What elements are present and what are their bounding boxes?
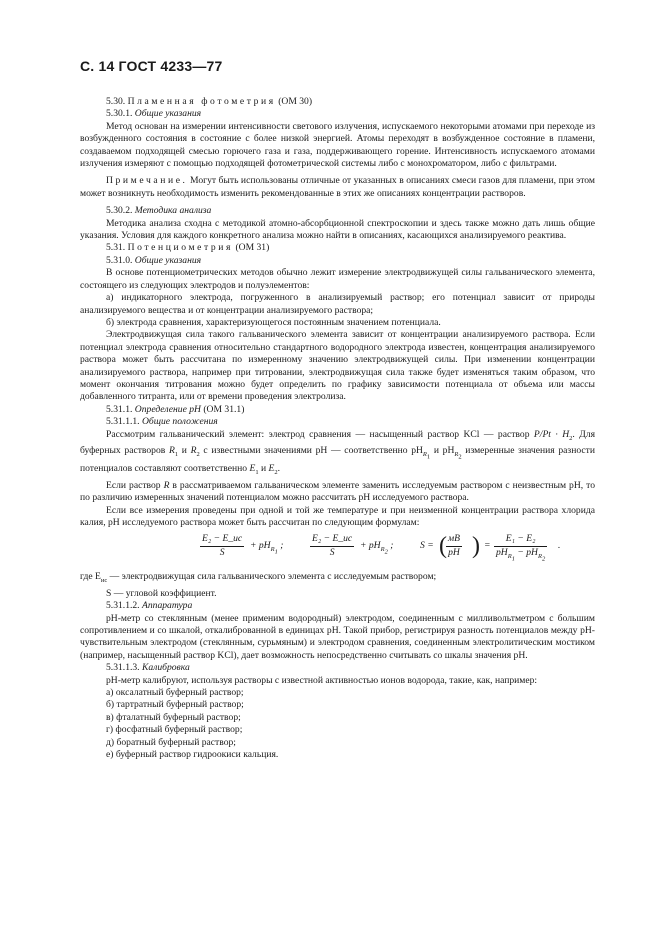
paragraph-emf: Электродвижущая сила такого гальванического элемента зависит от концентрации анализируемого раствора. Если потенциал электрода сравнения относительно стандартного водородного электрода известен, концентрация анализируемого раствора может быть рассчитана по измеренному значению электродвижущей силы. При изменении концентрации анализируемого раствора, например при титровании, электродвижущая сила также будет изменяться таким образом, что момент окончания титрования можно будет определить по графику зависимости потенциала от объема или массы добавленного титранта, или от времени проведения электролиза. — [80, 329, 595, 403]
heading-title: Методика анализа — [134, 205, 212, 217]
text-run: . Для буферных растворов — [80, 428, 595, 456]
text-run: Рассмотрим гальванический элемент: электрод сравнения — насыщенный раствор KCl — раствор — [106, 428, 534, 440]
formula-s-label: S = — [420, 540, 434, 552]
formula-equals: = — [484, 540, 491, 552]
paragraph-galvanic-cell: Рассмотрим гальванический элемент: электрод сравнения — насыщенный раствор KCl — раствор $P/Pt \cdot H_2$. Для буферных растворов $R_1$ и $R_2$ с известными значениями pH — соответственно $pH_{R_1}$ и $pH_{R_2}$ измеренные значения разности потенциалов составляют соответственно $E_1$ и $E_2$. — [80, 428, 595, 477]
text-run: и — [178, 444, 191, 456]
formula-fraction-3 — [494, 533, 547, 565]
text-run: P/Pt · H — [533, 428, 570, 440]
text-run: + pH — [250, 540, 271, 552]
fraction-numerator: E₂ − E_ис — [200, 533, 244, 546]
heading-text: Пламенная фотометрия — [127, 96, 276, 107]
note-text: Могут быть использованы отличные от указанных в описаниях смеси газов для пламени, при этом может возникнуть необходимость изменить рекомендованные в этих же описаниях концентрации растворов. — [80, 175, 595, 199]
text-run: — электродвижущая сила гальванического элемента с исследуемым раствором; — [107, 571, 437, 583]
heading-number: 5.30.2. — [106, 205, 133, 217]
heading-title: Аппаратура — [141, 600, 193, 612]
fraction-denominator: $pH_{R_1} - pH_{R_2}$ — [496, 546, 546, 563]
formula-term-1: + $pH_{R_1}$ ; — [250, 540, 284, 556]
document-body — [80, 96, 595, 761]
subsection-heading-5-31-0 — [80, 255, 595, 267]
subsection-heading-5-31-1-3 — [80, 662, 595, 674]
heading-tail: (ОМ 31) — [233, 242, 270, 254]
heading-number: 5.30. — [106, 96, 126, 107]
text-run: Если раствор — [106, 479, 164, 491]
heading-number: 5.31.1.1. — [106, 416, 140, 428]
fraction-numerator: мВ — [446, 533, 462, 546]
text-run: ; — [280, 540, 284, 552]
fraction-numerator: E₂ − E_ис — [310, 533, 354, 546]
page-header: С. 14 ГОСТ 4233—77 — [80, 58, 223, 74]
heading-number: 5.31.0. — [106, 254, 133, 266]
ph-formula: E₂ − E_ис S + $pH_{R_1}$ ; E₂ − E_ис S + $pH_{R_2}$ ; S = ( мВ pH ) = E₁ − E₂ $pH_{R_1} - pH_{R_2}$ . — [80, 531, 595, 565]
subsection-heading-5-30-1 — [80, 108, 595, 120]
buffer-list-item: а) оксалатный буферный раствор; — [106, 686, 244, 698]
buffer-list-item: г) фосфатный буферный раствор; — [106, 724, 243, 736]
text-run: + pH — [360, 540, 381, 552]
fraction-denominator: pH — [448, 546, 460, 558]
paragraph-method: Метод основан на измерении интенсивности светового излучения, испускаемого некоторыми атомами при переходе из возбужденного состояния в состояние с более низкой энергией. Атомы переходят в возбужденное состояние в пламени, создаваемом подходящей смесью горючего газа и газа, поддерживающего горение. Интенсивность испускаемого атомами излучения измеряют с помощью подходящей фотометрической системы либо с монохроматором, либо с фильтрами. — [80, 120, 595, 170]
text-run: в рассматриваемом гальваническом элементе заменить исследуемым раствором с неизвестным pH, то по различию измеренных значений потенциалом можно рассчитать pH исследуемого раствора. — [80, 479, 595, 504]
buffer-list-item: д) боратный буферный раствор; — [106, 736, 236, 748]
heading-number: 5.31.1.2. — [106, 600, 140, 612]
fraction-denominator: S — [219, 546, 225, 558]
note-label: Примечание. — [106, 175, 188, 187]
formula-unit-fraction — [446, 533, 462, 559]
text-run: с известными значениями pH — соответственно pH — [199, 444, 423, 456]
heading-number: 5.31.1. — [106, 403, 133, 415]
paragraph-where: где $E_{ис}$ — электродвижущая сила гальванического элемента с исследуемым раствором; — [80, 571, 437, 585]
heading-title: Общие указания — [134, 254, 202, 266]
formula-fraction-1 — [200, 533, 244, 559]
heading-number: 5.31. — [106, 242, 126, 254]
buffer-list-item: в) фталатный буферный раствор; — [106, 711, 241, 723]
heading-title: Общие положения — [141, 416, 218, 428]
subsection-heading-5-30-2 — [80, 205, 595, 217]
note-paragraph — [80, 175, 595, 200]
heading-tail: (ОМ 30) — [275, 96, 313, 107]
subsection-heading-5-31-1-2 — [80, 600, 595, 612]
section-heading-5-31 — [80, 242, 595, 254]
paragraph-calibration: pH-метр калибруют, используя растворы с известной активностью ионов водорода, такие, как, например: — [106, 674, 538, 686]
section-heading-5-30 — [80, 96, 595, 108]
text-run: ; — [390, 540, 394, 552]
list-item-b: б) электрода сравнения, характеризующегося постоянным значением потенциала. — [106, 316, 441, 328]
paragraph-replace: Если раствор R в рассматриваемом гальваническом элементе заменить исследуемым раствором с неизвестным pH, то по различию измеренных значений потенциалом можно рассчитать pH исследуемого раствора. — [80, 479, 595, 504]
paragraph-slope: S — угловой коэффициент. — [106, 587, 217, 599]
formula-term-2: + $pH_{R_2}$ ; — [360, 540, 394, 556]
list-item-a: а) индикаторного электрода, погруженного в анализируемый раствор; его потенциал зависит от природы анализируемого вещества и от концентрации анализируемого раствора; — [80, 292, 595, 316]
heading-number: 5.31.1.3. — [106, 662, 140, 674]
text-run: измеренные значения разности потенциалов составляют соответственно — [80, 444, 595, 475]
subsection-heading-5-31-1-1 — [80, 416, 595, 428]
text-run: и — [258, 463, 269, 475]
heading-title: Общие указания — [134, 108, 202, 120]
fraction-denominator: S — [329, 546, 335, 558]
heading-tail: (ОМ 31.1) — [200, 403, 245, 415]
subsection-heading-5-31-1 — [80, 404, 595, 416]
fraction-numerator: E₁ − E₂ — [494, 533, 547, 546]
formula-fraction-2 — [310, 533, 354, 559]
paragraph-apparatus: pH-метр со стеклянным (менее применим водородный) электродом, соединенным с милливольтметром с большим сопротивлением и со шкалой, откалиброванной в единицах pH. Такой прибор, регистрируя разность потенциалов между pH-чувствительным электродом (стеклянным, сурьмяным) и электродом сравнения, соединенным электролитическим мостиком (например, насыщенный раствор KCl), дает возможность непосредственно считывать со шкалы значения pH. — [80, 612, 595, 661]
heading-number: 5.30.1. — [106, 108, 133, 120]
buffer-list-item: б) тартратный буферный раствор; — [106, 699, 244, 711]
text-run: и pH — [430, 444, 455, 456]
heading-title: Калибровка — [141, 662, 190, 674]
paragraph-basis: В основе потенциометрических методов обычно лежит измерение электродвижущей силы гальванического элемента, состоящего из следующих электродов и полуэлементов: — [80, 267, 595, 291]
paragraph-formulas-intro: Если все измерения проведены при одной и той же температуре и при неизменной концентрации раствора хлорида калия, pH исследуемого раствора может быть рассчитан по следующим формулам: — [80, 504, 595, 529]
text-run: где E — [80, 571, 101, 583]
heading-text: Потенциометрия — [127, 242, 234, 254]
paragraph-methodology: Методика анализа сходна с методикой атомно-абсорбционной спектроскопии и здесь также можно дать лишь общие указания. Условия для каждого конкретного анализа можно найти в описаниях, касающихся анализируемого реактива. — [80, 217, 595, 242]
heading-title: Определение pH — [134, 403, 201, 415]
buffer-list-item: е) буферный раствор гидроокиси кальция. — [106, 749, 279, 761]
